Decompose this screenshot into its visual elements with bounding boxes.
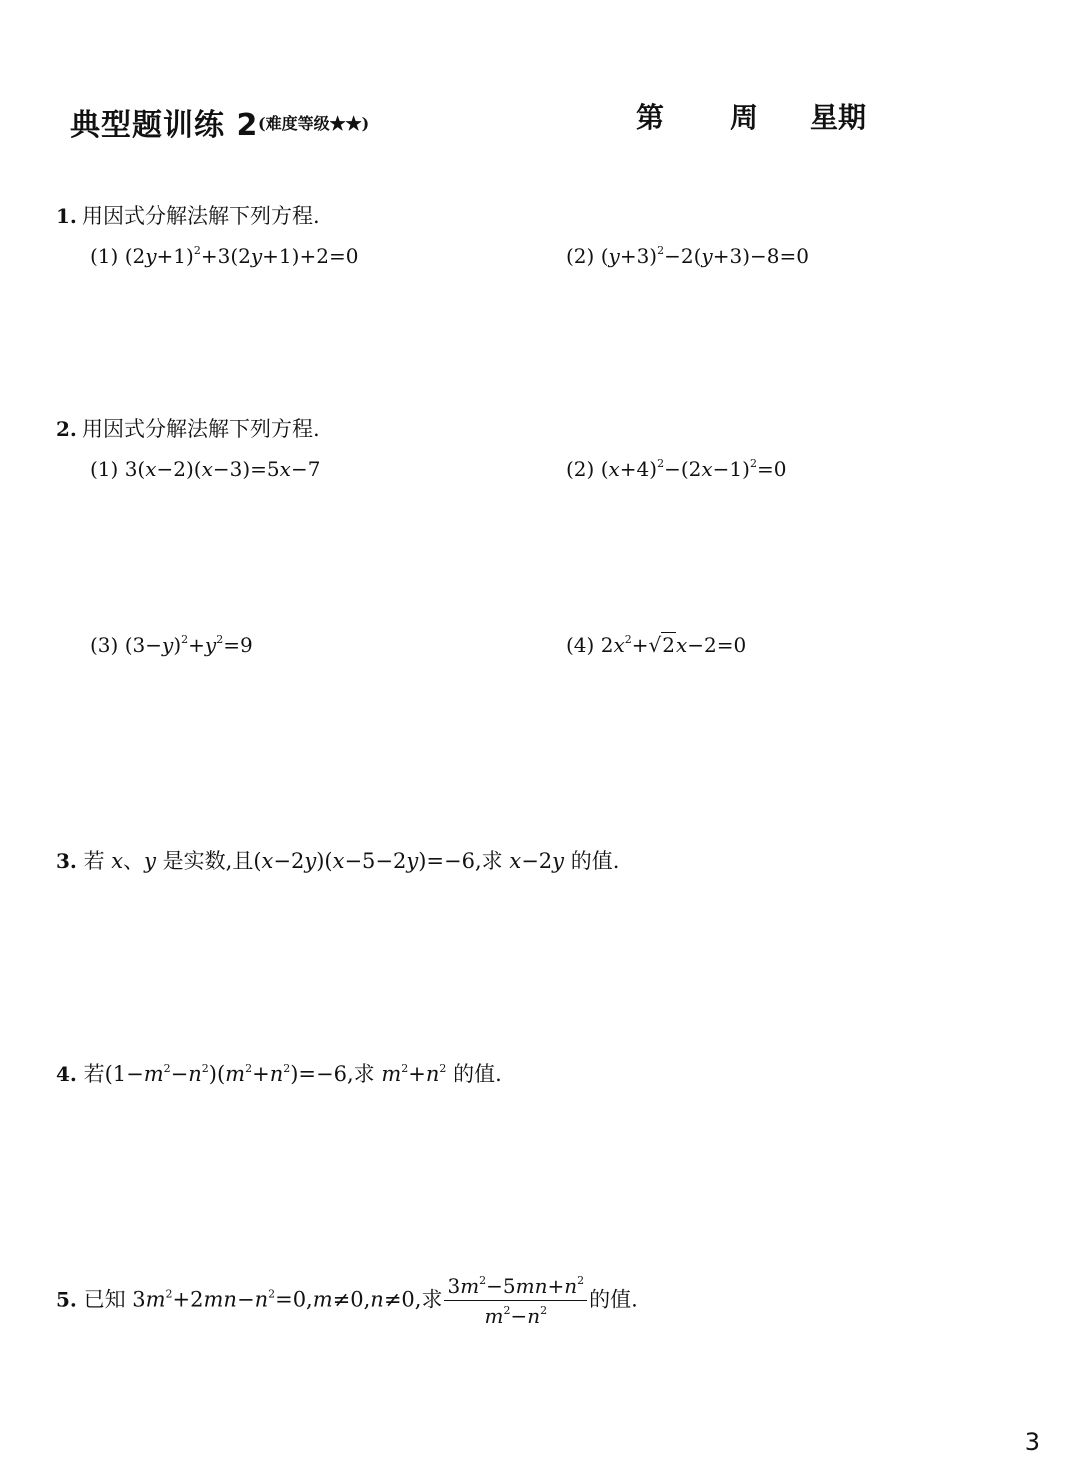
question-number: 5. (56, 1287, 77, 1312)
weekday-label: 星期 (810, 101, 867, 134)
question-text: 用因式分解法解下列方程. (81, 417, 320, 441)
question-text: 用因式分解法解下列方程. (81, 204, 320, 228)
part-label: (4) (566, 633, 595, 657)
q1-part-1: (1) $(2y+1)^2+3(2y+1)+2=0$ (90, 244, 359, 268)
week-label: 周 (730, 101, 759, 134)
question-number: 2. (56, 417, 77, 441)
difficulty-label: (难度等级★★) (258, 114, 370, 133)
q2-part-2: (2) $(x+4)^2-(2x-1)^2=0$ (566, 457, 787, 481)
part-label: (1) (90, 244, 119, 268)
fraction-numerator: $3m^2-5mn+n^2$ (444, 1274, 587, 1301)
part-label: (3) (90, 633, 119, 657)
question-2 (56, 413, 320, 443)
sqrt-symbol: √2 (648, 633, 675, 657)
part-label: (2) (566, 244, 595, 268)
fraction-denominator: $m^2-n^2$ (484, 1304, 548, 1328)
part-label: (2) (566, 457, 595, 481)
q2-part-3: (3) $(3-y)^2+y^2=9$ (90, 633, 253, 657)
q2-part-1: (1) 3(x−2)(x−3)=5x−7 (90, 457, 321, 481)
question-5: 5. 已知 $3m^2+2mn-n^2=0,m\ne 0,n\ne 0$,求 $\frac{3m^2-5mn+n^2}{m^2-n^2}$ 的值. (56, 1274, 638, 1328)
question-1 (56, 200, 320, 230)
question-4: 4. 若$(1-m^2-n^2)(m^2+n^2)=-6$,求 $m^2+n^2$ 的值. (56, 1062, 502, 1086)
question-number: 1. (56, 204, 77, 228)
part-label: (1) (90, 457, 119, 481)
question-3: 3. 若 x、y 是实数,且(x−2y)(x−5−2y)=−6,求 x−2y 的值. (56, 849, 620, 873)
question-number: 4. (56, 1062, 77, 1086)
q1-part-2: (2) $(y+3)^2-2(y+3)-8=0$ (566, 244, 809, 268)
worksheet-title: 典型题训练 2 (70, 108, 259, 143)
q2-part-4: (4) $2x^2+√2x-2=0$ (566, 633, 747, 657)
question-number: 3. (56, 849, 77, 873)
week-prefix: 第 (636, 101, 665, 134)
page-number: 3 (1024, 1428, 1040, 1456)
fraction (444, 1274, 587, 1328)
